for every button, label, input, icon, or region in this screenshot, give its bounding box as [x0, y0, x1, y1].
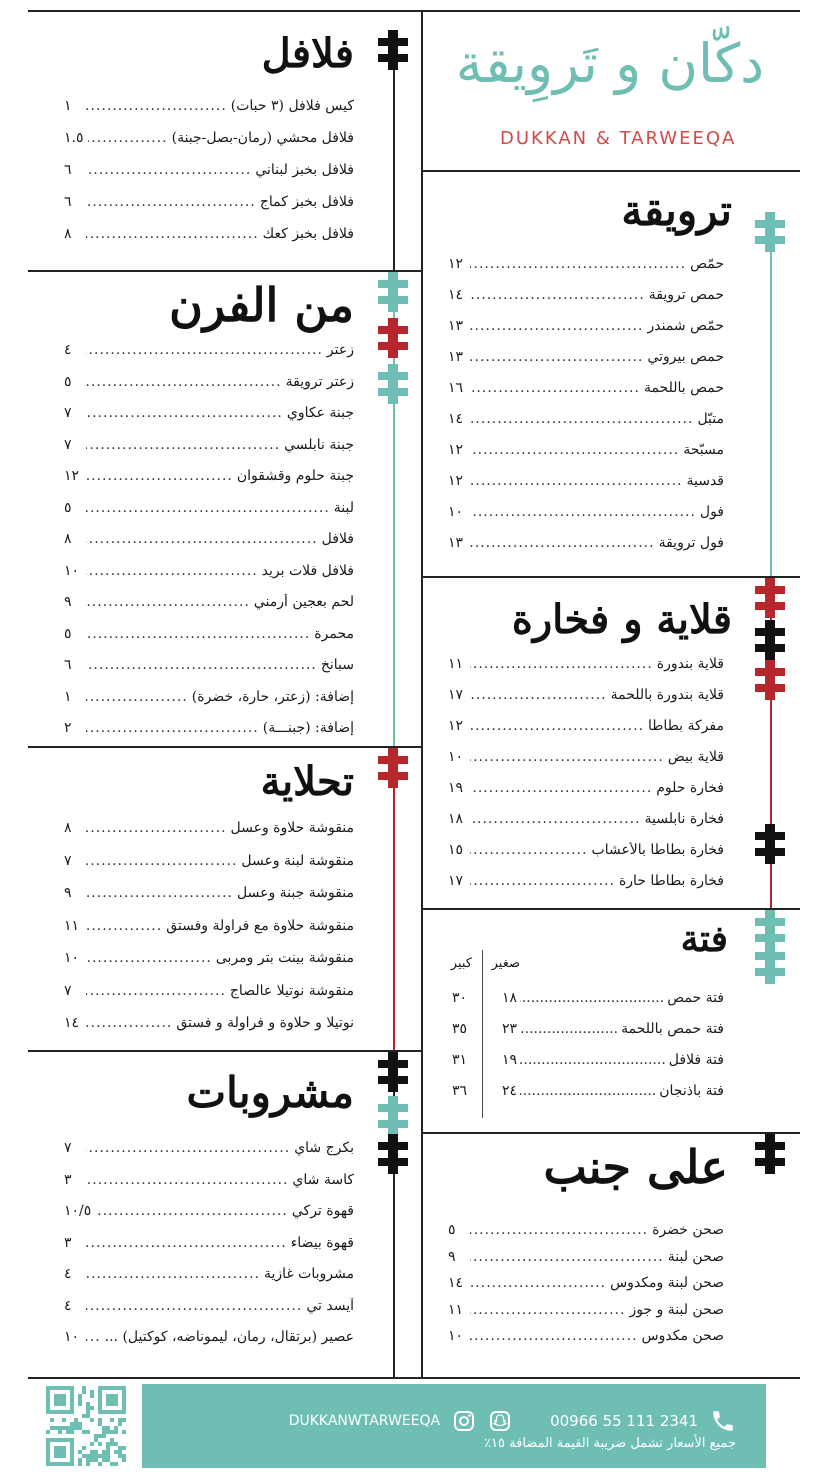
menu-item-price: ٥ [64, 373, 72, 390]
menu-item-name: قهوة تركي [291, 1203, 354, 1219]
menu-item [64, 162, 354, 194]
menu-item [448, 687, 724, 718]
menu-item [64, 226, 354, 258]
menu-item [64, 1235, 354, 1267]
fatta-small-header: صغير [491, 956, 520, 971]
menu-item-price: ١٤ [448, 287, 464, 303]
section-title-sweets: تحلاية [260, 758, 354, 805]
menu-item [64, 885, 354, 918]
menu-item-price: ١٣ [448, 318, 464, 334]
instagram-icon[interactable] [452, 1409, 476, 1433]
footer-contact-row [289, 1408, 736, 1434]
pixel-diamond-icon [755, 620, 785, 660]
phone-number[interactable]: 00966 55 111 2341 [550, 1412, 698, 1430]
menu-item [448, 318, 724, 349]
menu-item [64, 194, 354, 226]
menu-item-price: ٧ [64, 436, 72, 453]
menu-item-name: قلاية بيض [667, 749, 724, 765]
menu-item-price: ٥ [448, 1222, 456, 1238]
menu-item-price: ١٤ [64, 1015, 80, 1031]
dot-leader [470, 1275, 606, 1291]
dot-leader [520, 1083, 656, 1099]
menu-item-price: ٩ [64, 885, 72, 901]
menu-item-name: فخارة نابلسية [644, 811, 724, 827]
menu-item-name: منقوشة حلاوة مع فراولة وفستق [166, 917, 354, 934]
menu-item-price: ٦ [64, 162, 72, 178]
top-rule [28, 10, 800, 12]
dot-leader [86, 657, 317, 673]
menu-item-name: مسبّحة [683, 442, 724, 458]
dot-leader [86, 226, 259, 242]
menu-item-price: ١٢ [448, 256, 464, 272]
divider-left-3 [28, 1050, 421, 1052]
dot-leader [86, 1172, 288, 1188]
fatta-small-price: ٢٤ [502, 1083, 518, 1099]
menu-item-price: ١٠ [64, 1329, 80, 1345]
menu-item [64, 130, 354, 162]
menu-item-name: صحن لبنة ومكدوس [610, 1275, 724, 1291]
menu-item-price: ١٨ [448, 811, 464, 827]
pixel-diamond-icon [378, 1052, 408, 1092]
menu-item-price: ١٧ [448, 687, 464, 703]
menu-item-name: لبنة [333, 499, 354, 516]
menu-item-name: فلافل بخبز كماج [259, 194, 354, 210]
menu-item-name: صحن خضرة [652, 1222, 724, 1238]
dot-leader [88, 130, 168, 146]
dot-leader [86, 1015, 172, 1031]
pixel-diamond-icon [378, 1096, 408, 1136]
fatta-item [502, 1083, 724, 1099]
dot-leader [86, 626, 310, 642]
menu-item-price: ٣ [64, 1234, 72, 1251]
menu-item [448, 1275, 724, 1302]
falafel-list [64, 98, 354, 258]
fatta-large-price: ٣٦ [452, 1083, 468, 1099]
dot-leader [470, 780, 652, 796]
menu-item [64, 500, 354, 532]
menu-item-name: فلافل بخبز كعك [262, 226, 354, 242]
divider-right-2 [421, 576, 800, 578]
fatta-item-name: فتة حمص باللحمة [621, 1021, 724, 1037]
social-handle[interactable]: DUKKANWTARWEEQA [288, 1413, 441, 1429]
bottom-rule [28, 1377, 800, 1379]
menu-item [64, 720, 354, 752]
menu-item-name: إضافة: (جبنـــة) [262, 720, 354, 736]
dot-leader [86, 500, 330, 516]
menu-item [64, 437, 354, 469]
drinks-list [64, 1140, 354, 1361]
dot-leader [470, 287, 645, 303]
menu-item-name: لحم بعجين أرمني [253, 594, 354, 610]
menu-item [64, 563, 354, 595]
menu-item-name: حمص ترويقة [648, 287, 724, 303]
pixel-diamond-icon [755, 578, 785, 618]
menu-item-name: منقوشة حلاوة وعسل [230, 820, 354, 836]
fatta-item [502, 1021, 724, 1037]
menu-item [448, 287, 724, 318]
dot-leader [470, 318, 643, 334]
pixel-diamond-icon [378, 272, 408, 312]
fatta-item-name: فتة حمص [667, 990, 724, 1006]
menu-item-price: ٩ [448, 1248, 456, 1265]
menu-item-name: فلافل بخبز لبناني [255, 162, 354, 178]
pixel-diamond-icon [755, 212, 785, 252]
menu-item-price: ١٠ [448, 504, 464, 520]
divider-right-4 [421, 1132, 800, 1134]
menu-item-name: منقوشة نوتيلا عالصاج [229, 982, 354, 999]
menu-item-price: ٤ [64, 1266, 72, 1282]
divider-right-3 [421, 908, 800, 910]
pixel-diamond-icon [755, 660, 785, 700]
menu-item [64, 594, 354, 626]
menu-item-price: ٢ [64, 720, 72, 736]
section-title-fatta: فتة [680, 918, 728, 960]
dot-leader [86, 405, 283, 421]
dot-leader [86, 437, 280, 453]
menu-item-price: ١٢ [64, 468, 80, 484]
phone-icon[interactable] [710, 1408, 736, 1434]
menu-item-price: ٧ [64, 1140, 72, 1156]
menu-item-price: ١.٥ [64, 130, 84, 146]
menu-item [448, 256, 724, 287]
section-title-qalaya: قلاية و فخارة [511, 596, 732, 643]
menu-item-name: محمرة [314, 625, 354, 642]
section-title-drinks: مشروبات [186, 1068, 354, 1117]
dot-leader [470, 749, 664, 765]
menu-item [64, 918, 354, 951]
menu-item-name: آيسد تي [306, 1297, 354, 1314]
dot-leader [86, 950, 212, 966]
pixel-diamond-icon [755, 824, 785, 864]
qr-code-icon [46, 1386, 126, 1466]
dot-leader [86, 1266, 260, 1282]
dot-leader [520, 990, 664, 1006]
tarweeqa-list [448, 256, 724, 566]
dot-leader [520, 1052, 666, 1068]
menu-item-name: حمص بيروتي [647, 349, 724, 365]
menu-item-name: نوتيلا و حلاوة و فراولة و فستق [176, 1015, 354, 1031]
divider-right-1 [421, 170, 800, 172]
menu-item [448, 1328, 724, 1355]
dot-leader [470, 1222, 648, 1238]
section-title-oven: من الفرن [169, 278, 354, 332]
menu-item-name: منقوشة جبنة وعسل [237, 885, 354, 901]
pixel-diamond-icon [378, 364, 408, 404]
menu-item-name: منقوشة بينت بتر ومربى [215, 950, 354, 966]
fatta-column-divider [482, 950, 483, 1118]
menu-item-price: ٦ [64, 194, 72, 210]
dot-leader [470, 411, 693, 427]
menu-item [64, 1015, 354, 1048]
dot-leader [86, 1140, 290, 1156]
menu-item-price: ٤ [64, 1297, 72, 1314]
menu-item-name: فلافل فلات بريد [261, 562, 354, 579]
menu-item-name: حمّص شمندر [647, 318, 724, 334]
dot-leader [470, 1249, 664, 1265]
dot-leader [86, 563, 258, 579]
menu-item-name: جبنة عكاوي [286, 405, 354, 421]
fatta-item [502, 990, 724, 1006]
menu-item-price: ٨ [64, 820, 72, 836]
menu-item [448, 349, 724, 380]
dot-leader [86, 689, 188, 705]
brand-latin-logo: DUKKAN & TARWEEQA [500, 128, 737, 149]
dot-leader [86, 594, 250, 610]
menu-item-name: زعتر ترويقة [285, 373, 354, 390]
fatta-item [502, 1052, 724, 1068]
qalaya-list [448, 656, 724, 904]
dot-leader [470, 473, 682, 489]
menu-item [448, 504, 724, 535]
dot-leader [86, 194, 256, 210]
dot-leader [86, 468, 233, 484]
menu-item-name: صحن لبنة و جوز [629, 1301, 724, 1318]
menu-item-name: مفركة بطاطا [648, 718, 724, 734]
menu-item [448, 842, 724, 873]
dot-leader [86, 98, 227, 114]
menu-item-price: ٧ [64, 405, 72, 421]
menu-item-price: ١١ [64, 917, 80, 934]
menu-item-name: كيس فلافل (٣ حبات) [230, 98, 354, 114]
menu-item [64, 405, 354, 437]
pixel-diamond-icon [378, 318, 408, 358]
fatta-small-price: ١٩ [502, 1052, 518, 1068]
menu-item [64, 1266, 354, 1298]
dot-leader [470, 656, 653, 672]
menu-item [64, 950, 354, 983]
menu-item-name: مشروبات غازية [263, 1266, 354, 1282]
menu-item-name: قهوة بيضاء [290, 1234, 354, 1251]
menu-item-name: فول [699, 504, 724, 520]
dot-leader [86, 1235, 287, 1251]
fatta-large-header: كبير [450, 956, 472, 971]
menu-item [448, 535, 724, 566]
vat-note: جميع الأسعار تشمل ضريبة القيمة المضافة ١٥٪ [484, 1436, 736, 1451]
menu-item [448, 1249, 724, 1276]
menu-item-price: ١٢ [448, 473, 464, 489]
menu-item-price: ٨ [64, 226, 72, 242]
menu-item-name: سبانخ [320, 657, 354, 673]
dot-leader [86, 374, 282, 390]
menu-item [448, 780, 724, 811]
menu-item-price: ١٦ [448, 380, 464, 396]
menu-item-price: ٦ [64, 657, 72, 673]
menu-item-name: جبنة نابلسي [284, 436, 354, 453]
menu-item [64, 1172, 354, 1204]
fatta-large-price: ٣٠ [452, 990, 468, 1006]
brand-arabic-logo: دكّان و تَروِيقة [455, 32, 765, 95]
menu-item [448, 380, 724, 411]
dot-leader [86, 820, 227, 836]
oven-list [64, 342, 354, 752]
menu-item-name: منقوشة لبنة وعسل [241, 852, 354, 869]
pixel-diamond-icon [378, 748, 408, 788]
menu-item [64, 531, 354, 563]
dot-leader [470, 442, 679, 458]
menu-item [448, 442, 724, 473]
fatta-large-price: ٣٥ [452, 1021, 468, 1037]
menu-item [64, 98, 354, 130]
fatta-item-name: فتة باذنجان [659, 1083, 724, 1099]
dot-leader [95, 1203, 288, 1219]
menu-item [64, 689, 354, 721]
menu-item-price: ٨ [64, 531, 72, 547]
menu-item [64, 374, 354, 406]
menu-item-name: قلاية بندورة باللحمة [610, 687, 724, 703]
menu-item [64, 1203, 354, 1235]
menu-item [64, 983, 354, 1016]
dot-leader [86, 853, 237, 869]
menu-item-price: ١ [64, 688, 72, 705]
dot-leader [86, 885, 233, 901]
footer-bar [142, 1384, 766, 1468]
menu-item [448, 411, 724, 442]
menu-item-price: ١٣ [448, 349, 464, 365]
menu-item-price: ١ [64, 98, 72, 114]
pixel-diamond-icon [378, 30, 408, 70]
menu-item-name: فلافل [321, 531, 354, 547]
menu-item-price: ١٥ [448, 842, 464, 858]
sides-list [448, 1222, 724, 1355]
dot-leader [470, 1302, 625, 1318]
dot-leader [470, 535, 655, 551]
dot-leader [86, 342, 323, 358]
menu-item-name: جبنة حلوم وقشقوان [236, 468, 354, 484]
menu-item-price: ١٧ [448, 873, 464, 889]
dot-leader [86, 1298, 302, 1314]
dot-leader [470, 1328, 638, 1344]
menu-item [64, 1140, 354, 1172]
menu-item-price: ١٢ [448, 442, 464, 458]
dot-leader [470, 380, 640, 396]
fatta-small-price: ١٨ [502, 990, 518, 1006]
sweets-list [64, 820, 354, 1048]
menu-item-name: عصير (برتقال، رمان، ليموناضه، كوكتيل) ... [104, 1329, 354, 1345]
menu-item-price: ٩ [64, 594, 72, 610]
section-title-tarweeqa: ترويقة [621, 186, 732, 235]
menu-item-name: كاسة شاي [292, 1171, 354, 1188]
menu-item-price: ١٣ [448, 535, 464, 551]
dot-leader [520, 1021, 618, 1037]
strand-tarweeqa [770, 212, 772, 576]
menu-item [448, 473, 724, 504]
section-title-sides: على جنب [543, 1140, 728, 1194]
dot-leader [470, 504, 696, 520]
menu-item [448, 749, 724, 780]
menu-item-price: ١٤ [448, 411, 464, 427]
dot-leader [470, 718, 644, 734]
dot-leader [86, 983, 226, 999]
menu-item-price: ١٠ [64, 950, 80, 966]
dot-leader [470, 687, 607, 703]
menu-item [64, 853, 354, 886]
dot-leader [86, 1329, 101, 1345]
menu-item-price: ١٤ [448, 1275, 464, 1291]
menu-item-price: ٥ [64, 499, 72, 516]
menu-item-name: حمّص [690, 256, 724, 272]
dot-leader [470, 349, 643, 365]
dot-leader [86, 918, 162, 934]
menu-item-name: فلافل محشي (رمان-بصل-جبنة) [171, 130, 354, 146]
center-divider [421, 10, 423, 1378]
menu-item [448, 718, 724, 749]
strand-sweets [393, 748, 395, 1050]
dot-leader [470, 811, 641, 827]
menu-item-name: حمص باللحمة [643, 380, 724, 396]
menu-item [64, 626, 354, 658]
menu-item-name: فول ترويقة [658, 535, 724, 551]
dot-leader [86, 531, 318, 547]
pixel-diamond-icon [755, 1134, 785, 1174]
menu-item-name: فخارة حلوم [656, 780, 724, 796]
menu-item [64, 468, 354, 500]
menu-item-name: صحن لبنة [667, 1248, 724, 1265]
menu-item [64, 342, 354, 374]
menu-item-name: قلاية بندورة [656, 656, 724, 672]
menu-item-price: ٤ [64, 342, 72, 358]
menu-item-price: ١١ [448, 1301, 464, 1318]
menu-item-price: ١١ [448, 656, 464, 672]
fatta-small-price: ٢٣ [502, 1021, 518, 1037]
menu-item-name: فخارة بطاطا بالأعشاب [591, 842, 724, 858]
menu-item-name: صحن مكدوس [641, 1328, 724, 1344]
menu-item [448, 656, 724, 687]
fatta-item-name: فتة فلافل [668, 1052, 724, 1068]
dot-leader [86, 162, 251, 178]
dot-leader [470, 873, 615, 889]
menu-item [448, 1222, 724, 1249]
menu-item-price: ٣ [64, 1171, 72, 1188]
menu-item-price: ١٢ [448, 718, 464, 734]
pixel-diamond-icon [378, 1134, 408, 1174]
menu-item-name: زعتر [326, 342, 354, 358]
menu-item [64, 657, 354, 689]
menu-item-name: فخارة بطاطا حارة [618, 873, 724, 889]
menu-item-price: ١٠ [448, 749, 464, 765]
menu-item-price: ١٩ [448, 780, 464, 796]
pixel-diamond-icon [755, 944, 785, 984]
menu-item [448, 1302, 724, 1329]
menu-item-name: قدسية [686, 473, 724, 489]
dot-leader [470, 842, 588, 858]
menu-item [448, 811, 724, 842]
menu-item-name: بكرج شاي [294, 1140, 354, 1156]
menu-item-name: متبّل [697, 411, 724, 427]
menu-item-price: ٥ [64, 625, 72, 642]
divider-left-1 [28, 270, 421, 272]
menu-item-name: إضافة: (زعتر، حارة، خضرة) [191, 688, 354, 705]
dot-leader [86, 720, 259, 736]
fatta-large-price: ٣١ [452, 1052, 468, 1068]
menu-item-price: ١٠ [448, 1328, 464, 1344]
menu-item [64, 1298, 354, 1330]
menu-item-price: ١٠ [64, 562, 80, 579]
snapchat-icon[interactable] [488, 1409, 512, 1433]
menu-item-price: ١٠/٥ [64, 1203, 92, 1219]
menu-item-price: ٧ [64, 982, 72, 999]
menu-item [64, 820, 354, 853]
dot-leader [470, 256, 686, 272]
menu-item-price: ٧ [64, 852, 72, 869]
menu-item [448, 873, 724, 904]
menu-item [64, 1329, 354, 1361]
section-title-falafel: فلافل [261, 30, 354, 77]
